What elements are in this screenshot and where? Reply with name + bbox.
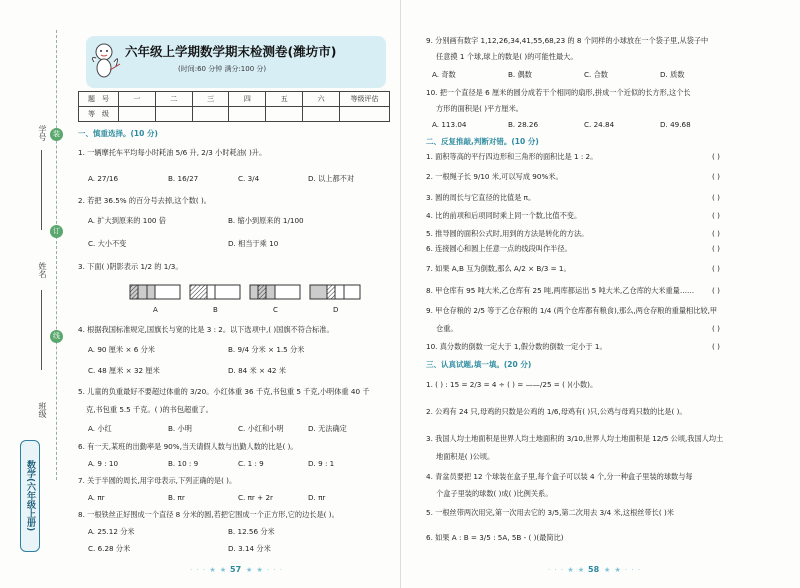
question-2: 2. 若把 36.5% 的百分号去掉,这个数( )。 bbox=[78, 196, 211, 205]
page-title: 六年级上学期数学期末检测卷(潍坊市) bbox=[125, 44, 337, 59]
judge-item: 2. 一根绳子长 9/10 米,可以写成 90%米。 bbox=[426, 172, 563, 181]
bar-d bbox=[310, 285, 360, 299]
option[interactable]: D. 3.14 分米 bbox=[228, 544, 271, 553]
bar-label[interactable]: D bbox=[333, 306, 339, 314]
option[interactable]: D. 无法确定 bbox=[308, 424, 347, 433]
margin-label-student-no: 学号 bbox=[38, 125, 47, 141]
option[interactable]: D. 49.68 bbox=[660, 120, 691, 129]
page-footer-dots: · · · ★ ★ bbox=[190, 566, 228, 574]
score-table-header-row bbox=[79, 92, 390, 107]
answer-paren[interactable]: ( ) bbox=[712, 342, 720, 351]
score-input-cell[interactable] bbox=[229, 107, 266, 122]
binding-margin bbox=[0, 0, 72, 588]
question-1: 1. 一辆摩托车平均每小时耗油 5/6 升, 2/3 小时耗油( )升。 bbox=[78, 148, 267, 157]
option[interactable]: A. 奇数 bbox=[432, 70, 456, 79]
page-footer-dots: ★ ★ · · · bbox=[604, 566, 642, 574]
option[interactable]: B. 偶数 bbox=[508, 70, 532, 79]
option[interactable]: A. 90 厘米 × 6 分米 bbox=[88, 345, 155, 354]
fill-item: 6. 如果 A : B = 3/5 : 5A, 5B - ( )(最简比) bbox=[426, 533, 564, 542]
answer-paren[interactable]: ( ) bbox=[712, 211, 720, 220]
option[interactable]: A. 小红 bbox=[88, 424, 112, 433]
answer-paren[interactable]: ( ) bbox=[712, 244, 720, 253]
answer-paren[interactable]: ( ) bbox=[712, 324, 720, 333]
fill-item: 3. 我国人均土地面积是世界人均土地面积的 3/10,世界人均土地面积是 12/5 公顷,我国人均土 bbox=[426, 434, 724, 443]
option[interactable]: D. 84 米 × 42 米 bbox=[228, 366, 286, 375]
question-7: 7. 关于半圆的周长,用字母表示,下列正确的是( )。 bbox=[78, 476, 237, 485]
question-6: 6. 有一天,某班的出勤率是 90%,当天请假人数与出勤人数的比是( )。 bbox=[78, 442, 298, 451]
cupid-mascot-icon bbox=[90, 40, 122, 82]
score-input-cell[interactable] bbox=[119, 107, 156, 122]
page-number: 57 bbox=[230, 565, 242, 574]
score-input-cell[interactable] bbox=[155, 107, 192, 122]
option[interactable]: A. 113.04 bbox=[432, 120, 467, 129]
score-table-grade-row bbox=[79, 107, 390, 122]
margin-write-line bbox=[41, 290, 42, 370]
score-cell: 等级评估 bbox=[340, 92, 390, 107]
answer-paren[interactable]: ( ) bbox=[712, 172, 720, 181]
section-heading: 三、认真试题,填一填。(20 分) bbox=[426, 360, 532, 369]
bar-label[interactable]: B bbox=[213, 306, 218, 314]
judge-item: 7. 如果 A,B 互为倒数,那么 A/2 × B/3 = 1。 bbox=[426, 264, 571, 273]
score-cell: 二 bbox=[155, 92, 192, 107]
answer-paren[interactable]: ( ) bbox=[712, 152, 720, 161]
question-9-continued: 任意摸 1 个球,球上的数是( )的可能性最大。 bbox=[436, 52, 578, 61]
option[interactable]: A. 27/16 bbox=[88, 174, 119, 183]
score-cell: 等 级 bbox=[79, 107, 119, 122]
option[interactable]: C. 1 : 9 bbox=[238, 459, 264, 468]
option[interactable]: A. πr bbox=[88, 493, 105, 502]
score-cell: 六 bbox=[303, 92, 340, 107]
bar-a bbox=[130, 285, 180, 299]
page-footer-dots: ★ ★ · · · bbox=[246, 566, 284, 574]
option[interactable]: C. 大小不变 bbox=[88, 239, 127, 248]
fill-item: 5. 一根丝带两次用完,第一次用去它的 3/5,第二次用去 3/4 米,这根丝带长( )米 bbox=[426, 508, 674, 517]
score-input-cell[interactable] bbox=[340, 107, 390, 122]
score-cell: 五 bbox=[266, 92, 303, 107]
fill-item-continued: 地面积是( )公顷。 bbox=[436, 452, 495, 461]
fill-item: 4. 青盆员要把 12 个球装在盒子里,每个盒子可以装 4 个,分一种盒子里装的球数与每 bbox=[426, 472, 693, 481]
question-8: 8. 一根铁丝正好围成一个直径 8 分米的圆,若把它围成一个正方形,它的边长是( )。 bbox=[78, 510, 339, 519]
option[interactable]: C. 48 厘米 × 32 厘米 bbox=[88, 366, 160, 375]
bar-label[interactable]: C bbox=[273, 306, 278, 314]
answer-paren[interactable]: ( ) bbox=[712, 264, 720, 273]
option[interactable]: B. 缩小到原来的 1/100 bbox=[228, 216, 304, 225]
option[interactable]: B. 28.26 bbox=[508, 120, 539, 129]
question-5: 5. 儿童的负重最好不要超过体重的 3/20。小红体重 36 千克,书包重 5 千克,小明体重 40 千 bbox=[78, 387, 370, 396]
margin-write-line bbox=[41, 150, 42, 230]
option[interactable]: D. 以上都不对 bbox=[308, 174, 355, 183]
score-cell: 四 bbox=[229, 92, 266, 107]
judge-item-continued: 仓重。 bbox=[436, 324, 458, 333]
page-footer-dots: · · · ★ ★ bbox=[548, 566, 586, 574]
option[interactable]: A. 9 : 10 bbox=[88, 459, 119, 468]
option[interactable]: C. 6.28 分米 bbox=[88, 544, 131, 553]
option[interactable]: B. 小明 bbox=[168, 424, 192, 433]
question-10: 10. 把一个直径是 6 厘米的圆分成若干个相同的扇形,拼成一个近似的长方形,这个长 bbox=[426, 88, 691, 97]
judge-item: 8. 甲仓库有 95 吨大米,乙仓库有 25 吨,两库都运出 5 吨大米,乙仓库的大米重量…… bbox=[426, 286, 695, 295]
score-input-cell[interactable] bbox=[266, 107, 303, 122]
question-3: 3. 下面( )阴影表示 1/2 的 1/3。 bbox=[78, 262, 183, 271]
question-4: 4. 根据我国标准规定,国旗长与宽的比是 3 : 2。以下选项中,( )国旗不符合标准。 bbox=[78, 325, 334, 334]
option[interactable]: C. 合数 bbox=[584, 70, 608, 79]
answer-paren[interactable]: ( ) bbox=[712, 286, 720, 295]
option[interactable]: B. 9/4 分米 × 1.5 分米 bbox=[228, 345, 305, 354]
bar-b bbox=[190, 285, 240, 299]
score-cell: 三 bbox=[192, 92, 229, 107]
bar-c bbox=[250, 285, 300, 299]
judge-item: 9. 甲仓存粮的 2/5 等于乙仓存粮的 1/4 (两个仓库都有粮食),那么,两仓存粮的重量相比较,甲 bbox=[426, 306, 718, 315]
option[interactable]: D. 质数 bbox=[660, 70, 685, 79]
option[interactable]: C. 24.84 bbox=[584, 120, 615, 129]
page-number: 58 bbox=[588, 565, 600, 574]
fraction-bar-diagrams bbox=[128, 281, 368, 303]
judge-item: 3. 圆的周长与它直径的比值是 π。 bbox=[426, 193, 536, 202]
margin-label-class: 班级 bbox=[38, 402, 47, 418]
section-heading: 一、慎重选择。(10 分) bbox=[78, 129, 158, 138]
option[interactable]: D. 9 : 1 bbox=[308, 459, 335, 468]
judge-item: 10. 真分数的倒数一定大于 1,假分数的倒数一定小于 1。 bbox=[426, 342, 607, 351]
option[interactable]: D. 相当于乘 10 bbox=[228, 239, 279, 248]
margin-label-name: 姓名 bbox=[38, 262, 47, 278]
option[interactable]: B. 12.56 分米 bbox=[228, 527, 275, 536]
grade-tab: 数学(六年级上册) bbox=[20, 440, 40, 552]
option[interactable]: C. πr + 2r bbox=[238, 493, 273, 502]
fill-item-continued: 个盒子里装的球数( )成( )比例关系。 bbox=[436, 489, 553, 498]
score-cell: 一 bbox=[119, 92, 156, 107]
question-5-continued: 克,书包重 5.5 千克。( )的书包超重了。 bbox=[86, 405, 213, 414]
judge-item: 1. 面积等高的平行四边形和三角形的面积比是 1 : 2。 bbox=[426, 152, 598, 161]
fill-item: 1. ( ) : 15 = 2/3 = 4 ÷ ( ) = ——/25 = ( )(小数)。 bbox=[426, 380, 598, 389]
question-10-continued: 方形的面积是( )平方厘米。 bbox=[436, 104, 523, 113]
option[interactable]: D. πr bbox=[308, 493, 326, 502]
judge-item: 5. 推导圆的面积公式时,用到的方法是转化的方法。 bbox=[426, 229, 589, 238]
section-heading: 二、反复推敲,判断对错。(10 分) bbox=[426, 137, 539, 146]
score-table bbox=[78, 91, 390, 122]
option[interactable]: B. 10 : 9 bbox=[168, 459, 199, 468]
option[interactable]: B. πr bbox=[168, 493, 185, 502]
score-input-cell[interactable] bbox=[192, 107, 229, 122]
answer-paren[interactable]: ( ) bbox=[712, 229, 720, 238]
judge-item: 6. 连接圆心和圆上任意一点的线段叫作半径。 bbox=[426, 244, 572, 253]
option[interactable]: C. 3/4 bbox=[238, 174, 260, 183]
option[interactable]: B. 16/27 bbox=[168, 174, 199, 183]
question-9: 9. 分别画有数字 1,12,26,34,41,55,68,23 的 8 个同样的小球放在一个袋子里,从袋子中 bbox=[426, 36, 709, 45]
option[interactable]: C. 小红和小明 bbox=[238, 424, 284, 433]
judge-item: 4. 比的前项和后项同时乘上同一个数,比值不变。 bbox=[426, 211, 582, 220]
exam-subtitle: (时间:60 分钟 满分:100 分) bbox=[178, 65, 267, 73]
fill-item: 2. 公鸡有 24 只,母鸡的只数是公鸡的 1/6,母鸡有( )只,公鸡与母鸡只数的比是( )。 bbox=[426, 407, 687, 416]
seal-zhuang: 装 bbox=[50, 128, 63, 141]
score-input-cell[interactable] bbox=[303, 107, 340, 122]
seal-xian: 线 bbox=[50, 330, 63, 343]
score-cell: 题 号 bbox=[79, 92, 119, 107]
bar-label[interactable]: A bbox=[153, 306, 158, 314]
seal-ding: 订 bbox=[50, 225, 63, 238]
answer-paren[interactable]: ( ) bbox=[712, 193, 720, 202]
option[interactable]: A. 25.12 分米 bbox=[88, 527, 135, 536]
option[interactable]: A. 扩大到原来的 100 倍 bbox=[88, 216, 166, 225]
cut-line bbox=[56, 30, 57, 480]
